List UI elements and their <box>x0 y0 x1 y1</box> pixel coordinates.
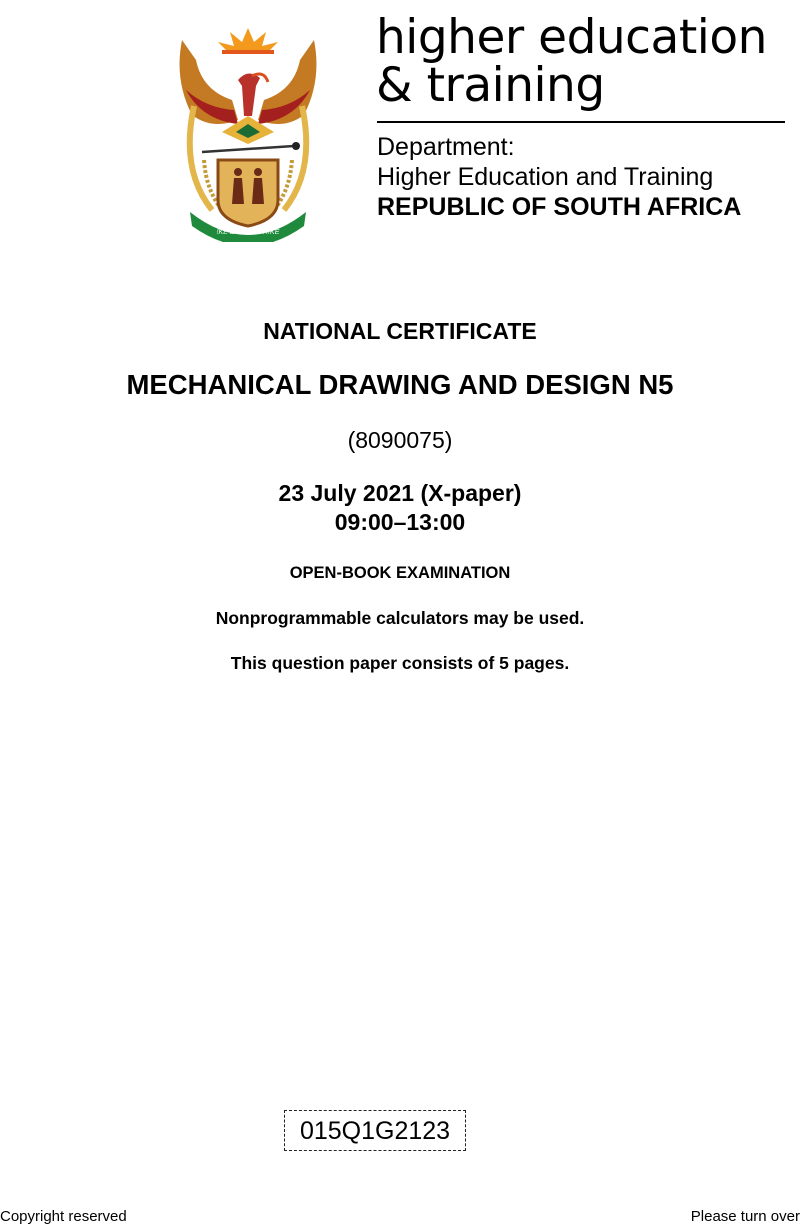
brand-title-line1: higher education <box>376 10 767 65</box>
footer-copyright: Copyright reserved <box>0 1208 127 1225</box>
department-label: Department: <box>377 133 515 161</box>
exam-type: OPEN-BOOK EXAMINATION <box>289 564 511 582</box>
exam-date: 23 July 2021 (X-paper) <box>278 480 522 506</box>
country-name: REPUBLIC OF SOUTH AFRICA <box>377 193 742 221</box>
calculator-note: Nonprogrammable calculators may be used. <box>215 608 585 628</box>
paper-code-box: 015Q1G2123 <box>284 1110 466 1151</box>
department-name: Higher Education and Training <box>377 163 714 191</box>
exam-time: 09:00–13:00 <box>334 509 466 535</box>
coat-of-arms-logo <box>172 20 324 242</box>
subject-title: MECHANICAL DRAWING AND DESIGN N5 <box>126 369 674 400</box>
header-divider <box>377 121 785 123</box>
certificate-title: NATIONAL CERTIFICATE <box>263 318 537 344</box>
footer-turn-over: Please turn over <box>690 1208 800 1225</box>
brand-title-line2: & training <box>376 58 605 113</box>
page-count-note: This question paper consists of 5 pages. <box>230 653 570 673</box>
subject-code: (8090075) <box>347 427 453 453</box>
svg-text:!KE E: /XARRA //KE: !KE E: /XARRA //KE <box>216 229 280 236</box>
